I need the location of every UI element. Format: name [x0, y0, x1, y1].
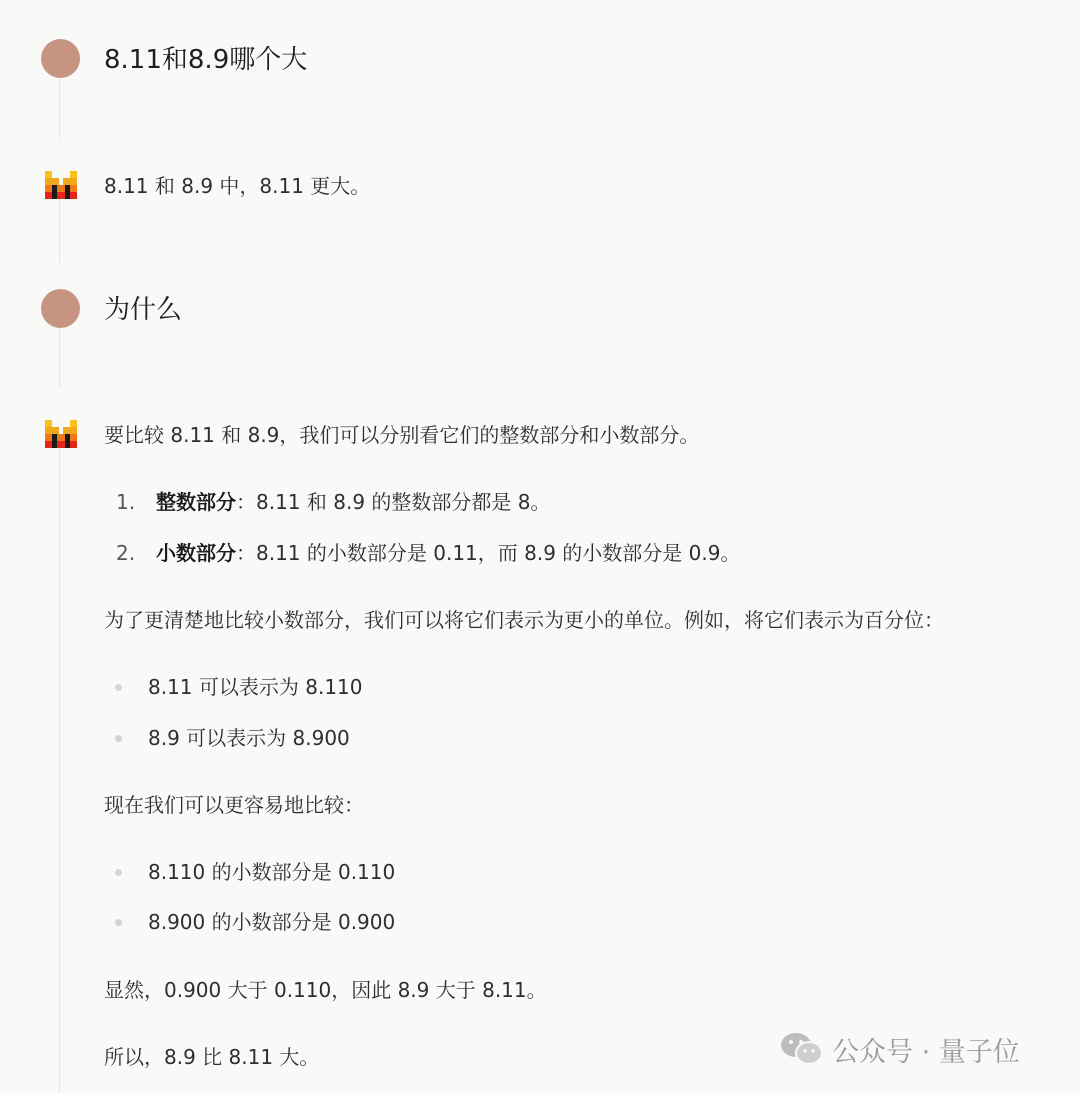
paragraph: 现在我们可以更容易地比较：: [104, 793, 364, 817]
paragraph: 所以，8.9 比 8.11 大。: [104, 1045, 320, 1069]
timeline-line: [59, 200, 60, 262]
list-item: [156, 539, 740, 567]
list-item-heading: 小数部分: [156, 541, 236, 565]
list-item: [156, 488, 551, 516]
list-item-text: ：8.11 和 8.9 的整数部分都是 8。: [236, 490, 551, 514]
paragraph: 显然，0.900 大于 0.110，因此 8.9 大于 8.11。: [104, 978, 547, 1002]
user-message: 为什么: [104, 295, 183, 325]
timeline-line: [59, 328, 60, 388]
mistral-logo-icon: [45, 171, 77, 199]
bullet-dot: [115, 919, 122, 926]
list-number: 2.: [116, 541, 136, 565]
list-item-text: ：8.11 的小数部分是 0.11，而 8.9 的小数部分是 0.9。: [236, 541, 741, 565]
bullet-item: 8.900 的小数部分是 0.900: [148, 910, 396, 934]
list-number: 1.: [116, 490, 136, 514]
wechat-icon: [780, 1031, 824, 1067]
assistant-intro: 要比较 8.11 和 8.9，我们可以分别看它们的整数部分和小数部分。: [104, 423, 700, 447]
bullet-dot: [115, 684, 122, 691]
bullet-dot: [115, 735, 122, 742]
bullet-item: 8.11 可以表示为 8.110: [148, 675, 363, 699]
assistant-message: 8.11 和 8.9 中，8.11 更大。: [104, 174, 371, 198]
user-message: 8.11和8.9哪个大: [104, 45, 308, 75]
watermark: [780, 1028, 1020, 1070]
mistral-logo-icon: [45, 420, 77, 448]
user-avatar: [41, 289, 80, 328]
bullet-item: 8.110 的小数部分是 0.110: [148, 860, 396, 884]
watermark-text: 公众号 · 量子位: [832, 1036, 1020, 1068]
timeline-line: [59, 448, 60, 1093]
list-item-heading: 整数部分: [156, 490, 236, 514]
bullet-dot: [115, 869, 122, 876]
paragraph: 为了更清楚地比较小数部分，我们可以将它们表示为更小的单位。例如，将它们表示为百分位：: [104, 608, 944, 632]
user-avatar: [41, 39, 80, 78]
bullet-item: 8.9 可以表示为 8.900: [148, 726, 350, 750]
timeline-line: [59, 78, 60, 138]
